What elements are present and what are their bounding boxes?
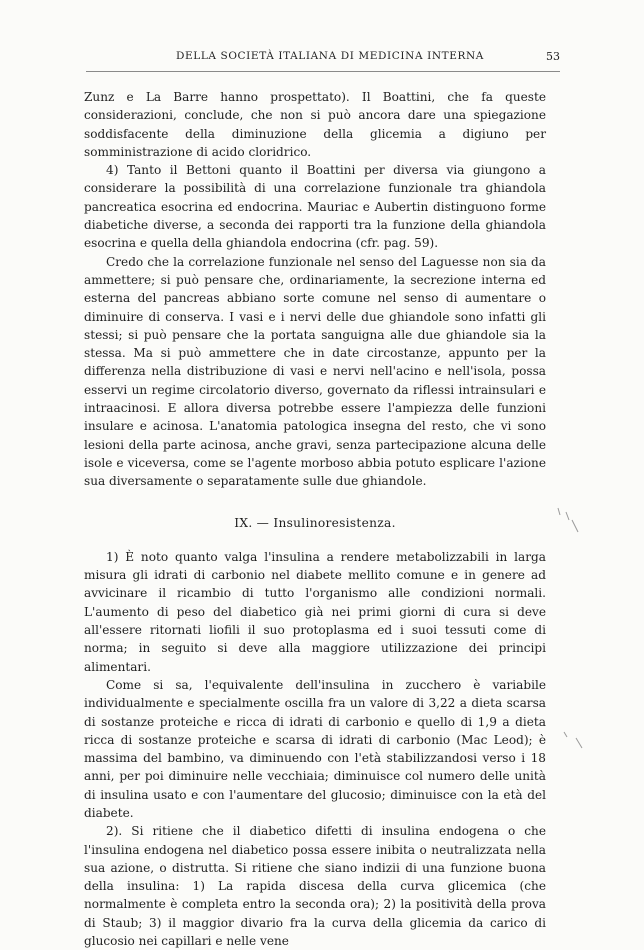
pencil-mark-icon (552, 506, 582, 534)
paragraph-3: Credo che la correlazione funzionale nel senso del Laguesse non sia da ammettere; si può pensare che, ordinariamente, la secrezione interna ed esterna del pancreas abbiano sorte comune nel senso di aumentare o diminuire di conserva. I vasi e i nervi delle due ghiandole sono infatti gli stessi; si può pensare che la portata sanguigna alle due ghiandole sia la stessa. Ma si può ammettere che in date circostanze, appunto per la differenza nella distribuzione di vasi e nervi nell'acino e nell'isola, possa esservi un regime circolatorio diverso, governato da riflessi intrainsulari e intraacinosi. E allora diversa potrebbe essere l'ampiezza delle funzioni insulare e acinosa. L'anatomia patologica insegna del resto, che vi sono lesioni della parte acinosa, anche gravi, senza partecipazione alcuna delle isole e viceversa, come se l'agente morboso abbia potuto esplicare l'azione sua diversamente o separatamente sulle due ghiandole. (84, 254, 546, 489)
body-text (84, 88, 546, 950)
header-rule (86, 71, 560, 72)
header-title: DELLA SOCIETÀ ITALIANA DI MEDICINA INTERNA (176, 50, 484, 62)
section-heading: IX. — Insulinoresistenza. (234, 515, 396, 530)
paragraph-5: Come si sa, l'equivalente dell'insulina in zucchero è variabile individualmente e specialmente oscilla fra un valore di 3,22 a dieta scarsa di sostanze proteiche e ricca di idrati di carbonio e quello di 1,9 a dieta ricca di sostanze proteiche e scarsa di idrati di carbonio (Mac Leod); è massima del bambino, va diminuendo con l'età stabilizzandosi verso i 18 anni, per poi diminuire nelle vecchiaia; diminuisce col numero delle unità di insulina usato e con l'aumentare del glucosio; diminuisce con la età del diabete. (84, 677, 546, 820)
pencil-mark-icon (560, 730, 586, 750)
paragraph-4: 1) È noto quanto valga l'insulina a rendere metabolizzabili in larga misura gli idrati di carbonio nel diabete mellito comune e in genere ad avvicinare il ricambio di tutto l'organismo alle condizioni normali. L'aumento di peso del diabetico già nei primi giorni di cura si deve all'essere ritornati liofili il suo protoplasma ed i suoi tessuti come di norma; in seguito si deve alla maggiore utilizzazione dei principi alimentari. (84, 549, 546, 674)
page-number: 53 (546, 50, 560, 63)
paragraph-1: Zunz e La Barre hanno prospettato). Il Boattini, che fa queste considerazioni, conclude, che non si può ancora dare una spiegazione soddisfacente della diminuzione della glicemia a digiuno per somministrazione di acido cloridrico. (84, 90, 546, 159)
paragraph-2: 4) Tanto il Bettoni quanto il Boattini per diversa via giungono a considerare la possibilità di una correlazione funzionale tra ghiandola pancreatica esocrina ed endocrina. Mauriac e Aubertin distinguono forme diabetiche diverse, a seconda dei rapporti tra la funzione della ghiandola esocrina e quella della ghiandola endocrina (cfr. pag. 59). (84, 163, 546, 251)
paragraph-6: 2). Si ritiene che il diabetico difetti di insulina endogena o che l'insulina endogena nel diabetico possa essere inibita o neutralizzata nella sua azione, o distrutta. Si ritiene che siano indizii di una funzione buona della insulina: 1) La rapida discesa della curva glicemica (che normalmente è completa entro la seconda ora); 2) la positività della prova di Staub; 3) il maggior divario fra la curva della glicemia da carico di glucosio nei capillari e nelle vene (84, 824, 546, 949)
running-header (86, 50, 560, 70)
